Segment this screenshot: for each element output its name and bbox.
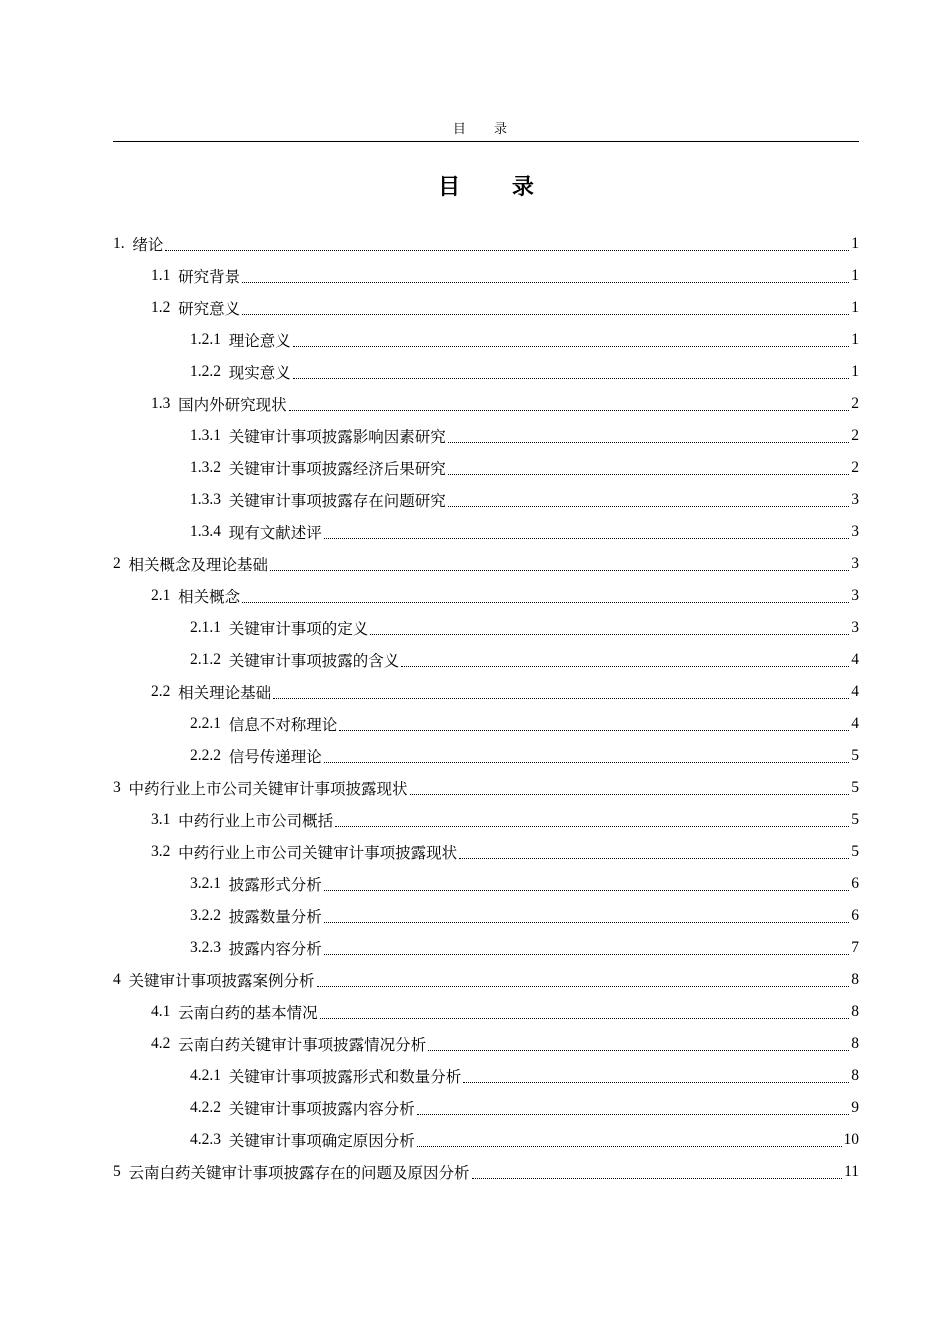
toc-entry-page-number: 1 xyxy=(851,299,859,316)
toc-entry-number: 1.3 xyxy=(151,395,171,412)
toc-entry-1[interactable] xyxy=(113,228,859,260)
dot-leader xyxy=(428,1050,849,1051)
toc-entry-label: 关键审计事项的定义 xyxy=(228,620,369,638)
toc-entry-label: 披露内容分析 xyxy=(228,940,322,958)
toc-entry-page-number: 8 xyxy=(851,971,859,988)
toc-entry-label: 披露数量分析 xyxy=(228,908,322,926)
toc-entry-2-2-2[interactable] xyxy=(113,740,859,772)
toc-entry-gap xyxy=(221,715,229,733)
toc-entry-gap xyxy=(221,363,229,381)
toc-entry-gap xyxy=(170,267,178,285)
toc-entry-gap xyxy=(221,491,229,509)
dot-leader xyxy=(165,250,849,251)
toc-entry-number: 2.2.2 xyxy=(190,747,221,764)
toc-entry-page-number: 9 xyxy=(851,1099,859,1116)
dot-leader xyxy=(472,1178,843,1179)
toc-entry-number: 1.2.1 xyxy=(190,331,221,348)
toc-entry-number: 4 xyxy=(113,971,121,988)
toc-entry-gap xyxy=(170,683,178,701)
dot-leader xyxy=(410,794,849,795)
toc-entry-number: 1.3.4 xyxy=(190,523,221,540)
toc-entry-2-1-1[interactable] xyxy=(113,612,859,644)
toc-entry-label: 研究意义 xyxy=(178,300,241,318)
toc-entry-gap xyxy=(221,619,229,637)
dot-leader xyxy=(448,442,849,443)
toc-entry-gap xyxy=(121,555,129,573)
dot-leader xyxy=(293,378,849,379)
toc-entry-number: 2.1.1 xyxy=(190,619,221,636)
toc-entry-gap xyxy=(221,459,229,477)
toc-entry-label: 关键审计事项披露案例分析 xyxy=(128,972,315,990)
toc-entry-number: 1.3.2 xyxy=(190,459,221,476)
dot-leader xyxy=(324,890,849,891)
toc-entry-page-number: 2 xyxy=(851,459,859,476)
header-rule xyxy=(113,141,859,142)
dot-leader xyxy=(370,634,849,635)
dot-leader xyxy=(273,698,849,699)
toc-entry-number: 3.2.2 xyxy=(190,907,221,924)
toc-entry-1-3-4[interactable] xyxy=(113,516,859,548)
toc-entry-number: 3.2 xyxy=(151,843,171,860)
dot-leader xyxy=(324,538,849,539)
toc-entry-number: 3 xyxy=(113,779,121,796)
toc-entry-number: 1.3.1 xyxy=(190,427,221,444)
toc-entry-number: 2.2.1 xyxy=(190,715,221,732)
toc-entry-2-1-2[interactable] xyxy=(113,644,859,676)
toc-entry-4-1[interactable] xyxy=(113,996,859,1028)
toc-entry-page-number: 4 xyxy=(851,651,859,668)
toc-entry-label: 关键审计事项确定原因分析 xyxy=(228,1132,415,1150)
toc-entry-page-number: 2 xyxy=(851,395,859,412)
toc-entry-label: 云南白药的基本情况 xyxy=(178,1004,318,1022)
dot-leader xyxy=(242,314,849,315)
toc-entry-page-number: 5 xyxy=(851,779,859,796)
running-header: 目 录 xyxy=(452,122,520,137)
toc-entry-number: 1.2.2 xyxy=(190,363,221,380)
toc-entry-gap xyxy=(221,875,229,893)
dot-leader xyxy=(317,986,849,987)
toc-entry-page-number: 5 xyxy=(851,747,859,764)
toc-entry-number: 2.1 xyxy=(151,587,171,604)
dot-leader xyxy=(270,570,849,571)
toc-entry-page-number: 3 xyxy=(851,555,859,572)
toc-entry-label: 信息不对称理论 xyxy=(228,716,338,734)
toc-entry-label: 相关理论基础 xyxy=(178,684,272,702)
toc-entry-gap xyxy=(221,907,229,925)
toc-entry-number: 2.1.2 xyxy=(190,651,221,668)
page-title: 目 录 xyxy=(438,175,556,200)
toc-entry-label: 理论意义 xyxy=(228,332,291,350)
toc-entry-number: 4.2.2 xyxy=(190,1099,221,1116)
toc-entry-1-3-2[interactable] xyxy=(113,452,859,484)
toc-entry-4-2-3[interactable] xyxy=(113,1124,859,1156)
dot-leader xyxy=(324,762,849,763)
toc-entry-number: 4.1 xyxy=(151,1003,171,1020)
toc-entry-1-1[interactable] xyxy=(113,260,859,292)
toc-entry-3[interactable] xyxy=(113,772,859,804)
toc-entry-gap xyxy=(170,843,178,861)
toc-entry-gap xyxy=(170,1003,178,1021)
toc-entry-label: 关键审计事项披露经济后果研究 xyxy=(228,460,446,478)
toc-entry-3-1[interactable] xyxy=(113,804,859,836)
toc-entry-page-number: 1 xyxy=(851,267,859,284)
toc-entry-number: 4.2.3 xyxy=(190,1131,221,1148)
toc-entry-gap xyxy=(170,395,178,413)
toc-entry-number: 3.2.3 xyxy=(190,939,221,956)
toc-entry-number: 2.2 xyxy=(151,683,171,700)
toc-entry-gap xyxy=(221,651,229,669)
toc-entry-page-number: 11 xyxy=(844,1163,859,1180)
dot-leader xyxy=(448,506,849,507)
toc-entry-number: 1.1 xyxy=(151,267,171,284)
toc-entry-number: 2 xyxy=(113,555,121,572)
toc-entry-label: 信号传递理论 xyxy=(228,748,322,766)
toc-entry-gap xyxy=(221,1131,229,1149)
dot-leader xyxy=(401,666,849,667)
dot-leader xyxy=(293,346,849,347)
dot-leader xyxy=(324,954,849,955)
toc-entry-2-2[interactable] xyxy=(113,676,859,708)
toc-entry-1-2-1[interactable] xyxy=(113,324,859,356)
toc-entry-label: 披露形式分析 xyxy=(228,876,322,894)
toc-entry-gap xyxy=(121,779,129,797)
dot-leader xyxy=(324,922,849,923)
toc-entry-1-3[interactable] xyxy=(113,388,859,420)
toc-entry-label: 云南白药关键审计事项披露存在的问题及原因分析 xyxy=(128,1164,470,1182)
dot-leader xyxy=(448,474,849,475)
toc-entry-page-number: 6 xyxy=(851,907,859,924)
toc-entry-label: 云南白药关键审计事项披露情况分析 xyxy=(178,1036,427,1054)
toc-entry-4-2-2[interactable] xyxy=(113,1092,859,1124)
toc-entry-4[interactable] xyxy=(113,964,859,996)
toc-entry-label: 绪论 xyxy=(132,236,164,254)
toc-entry-number: 4.2.1 xyxy=(190,1067,221,1084)
toc-entry-gap xyxy=(170,587,178,605)
dot-leader xyxy=(242,282,849,283)
dot-leader xyxy=(459,858,849,859)
dot-leader xyxy=(242,602,849,603)
toc-entry-number: 3.1 xyxy=(151,811,171,828)
toc-entry-label: 研究背景 xyxy=(178,268,241,286)
dot-leader xyxy=(417,1114,849,1115)
toc-entry-gap xyxy=(221,747,229,765)
toc-entry-label: 现有文献述评 xyxy=(228,524,322,542)
toc-entry-gap xyxy=(221,331,229,349)
toc-entry-page-number: 10 xyxy=(843,1131,859,1148)
toc-entry-page-number: 3 xyxy=(851,523,859,540)
dot-leader xyxy=(417,1146,842,1147)
toc-entry-label: 国内外研究现状 xyxy=(178,396,287,414)
toc-entry-page-number: 1 xyxy=(851,235,859,252)
toc-entry-label: 关键审计事项披露存在问题研究 xyxy=(228,492,446,510)
toc-entry-label: 关键审计事项披露的含义 xyxy=(228,652,400,670)
toc-entry-1-3-1[interactable] xyxy=(113,420,859,452)
toc-entry-3-2-2[interactable] xyxy=(113,900,859,932)
toc-entry-gap xyxy=(170,299,178,317)
toc-entry-2[interactable] xyxy=(113,548,859,580)
toc-entry-label: 中药行业上市公司关键审计事项披露现状 xyxy=(178,844,458,862)
toc-entry-label: 关键审计事项披露影响因素研究 xyxy=(228,428,446,446)
toc-entry-page-number: 3 xyxy=(851,619,859,636)
toc-entry-gap xyxy=(221,1067,229,1085)
toc-entry-page-number: 7 xyxy=(851,939,859,956)
toc-entry-3-2[interactable] xyxy=(113,836,859,868)
toc-entry-page-number: 5 xyxy=(851,843,859,860)
toc-entry-3-2-3[interactable] xyxy=(113,932,859,964)
toc-entry-page-number: 6 xyxy=(851,875,859,892)
dot-leader xyxy=(335,826,849,827)
toc-entry-1-3-3[interactable] xyxy=(113,484,859,516)
toc-entry-page-number: 8 xyxy=(851,1003,859,1020)
toc-entry-label: 现实意义 xyxy=(228,364,291,382)
toc-entry-number: 5 xyxy=(113,1163,121,1180)
toc-entry-gap xyxy=(221,523,229,541)
toc-entry-gap xyxy=(121,1163,129,1181)
toc-entry-4-2-1[interactable] xyxy=(113,1060,859,1092)
toc-entry-page-number: 5 xyxy=(851,811,859,828)
toc-entry-2-2-1[interactable] xyxy=(113,708,859,740)
toc-entry-1-2[interactable] xyxy=(113,292,859,324)
toc-entry-label: 中药行业上市公司关键审计事项披露现状 xyxy=(128,780,408,798)
toc-entry-gap xyxy=(121,971,129,989)
toc-entry-page-number: 1 xyxy=(851,363,859,380)
toc-entry-gap xyxy=(221,1099,229,1117)
toc-entry-page-number: 1 xyxy=(851,331,859,348)
toc-entry-5[interactable] xyxy=(113,1156,859,1188)
toc-entry-number: 4.2 xyxy=(151,1035,171,1052)
toc-entry-1-2-2[interactable] xyxy=(113,356,859,388)
toc-entry-label: 关键审计事项披露内容分析 xyxy=(228,1100,415,1118)
toc-entry-label: 相关概念及理论基础 xyxy=(128,556,269,574)
toc-entry-label: 中药行业上市公司概括 xyxy=(178,812,334,830)
dot-leader xyxy=(339,730,849,731)
toc-entry-number: 1.3.3 xyxy=(190,491,221,508)
toc-entry-label: 相关概念 xyxy=(178,588,241,606)
toc-entry-page-number: 4 xyxy=(851,683,859,700)
toc-entry-page-number: 4 xyxy=(851,715,859,732)
table-of-contents xyxy=(113,228,859,1188)
toc-entry-3-2-1[interactable] xyxy=(113,868,859,900)
toc-entry-page-number: 8 xyxy=(851,1035,859,1052)
toc-entry-gap xyxy=(221,939,229,957)
toc-entry-gap xyxy=(170,811,178,829)
toc-entry-number: 1. xyxy=(113,235,125,252)
toc-entry-gap xyxy=(125,235,133,253)
toc-entry-gap xyxy=(221,427,229,445)
toc-entry-2-1[interactable] xyxy=(113,580,859,612)
toc-entry-page-number: 3 xyxy=(851,587,859,604)
toc-entry-page-number: 2 xyxy=(851,427,859,444)
dot-leader xyxy=(320,1018,849,1019)
toc-entry-number: 1.2 xyxy=(151,299,171,316)
toc-entry-label: 关键审计事项披露形式和数量分析 xyxy=(228,1068,462,1086)
dot-leader xyxy=(289,410,849,411)
toc-entry-number: 3.2.1 xyxy=(190,875,221,892)
toc-entry-page-number: 8 xyxy=(851,1067,859,1084)
dot-leader xyxy=(463,1082,849,1083)
toc-entry-page-number: 3 xyxy=(851,491,859,508)
toc-entry-gap xyxy=(170,1035,178,1053)
toc-entry-4-2[interactable] xyxy=(113,1028,859,1060)
